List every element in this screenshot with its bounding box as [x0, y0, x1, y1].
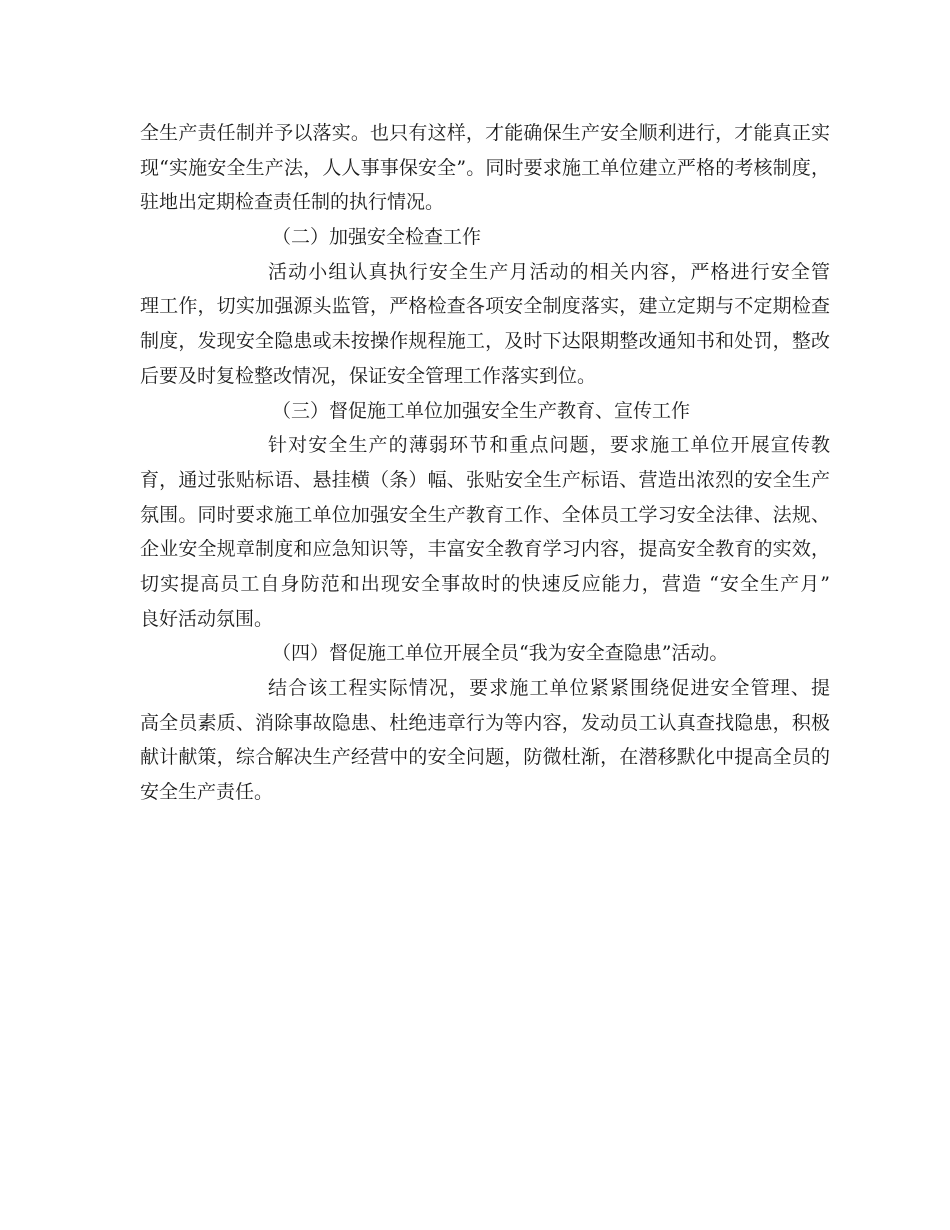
text-line: 活动小组认真执行安全生产月活动的相关内容，严格进行安全管 — [268, 260, 830, 283]
text-line: 制度，发现安全隐患或未按操作规程施工，及时下达限期整改通知书和处罚，整改 — [140, 330, 830, 353]
text-line: 针对安全生产的薄弱环节和重点问题，要求施工单位开展宣传教 — [268, 434, 830, 457]
paragraph-section-3 — [140, 428, 830, 636]
text-line: 现“实施安全生产法，人人事事保安全”。同时要求施工单位建立严格的考核制度， — [140, 156, 830, 179]
paragraph-continuation — [140, 116, 830, 220]
text-line: 安全生产责任。 — [140, 781, 274, 804]
text-line: 全生产责任制并予以落实。也只有这样，才能确保生产安全顺利进行，才能真正实 — [140, 122, 830, 144]
text-line: 献计献策，综合解决生产经营中的安全问题，防微杜渐，在潜移默化中提高全员的 — [140, 746, 830, 769]
document-body — [140, 116, 830, 810]
text-line: 氛围。同时要求施工单位加强安全生产教育工作、全体员工学习安全法律、法规、 — [140, 503, 830, 526]
text-line: 切实提高员工自身防范和出现安全事故时的快速反应能力，营造 “安全生产月” — [140, 572, 830, 595]
text-line: 企业安全规章制度和应急知识等，丰富安全教育学习内容，提高安全教育的实效， — [140, 538, 830, 561]
text-line: 结合该工程实际情况，要求施工单位紧紧围绕促进安全管理、提 — [268, 677, 830, 699]
section-heading-2: （二）加强安全检查工作 — [272, 226, 482, 249]
paragraph-section-4 — [140, 671, 830, 810]
text-line: 良好活动氛围。 — [140, 607, 274, 630]
section-heading-3: （三）督促施工单位加强安全生产教育、宣传工作 — [272, 399, 691, 422]
text-line: 育，通过张贴标语、悬挂横（条）幅、张贴安全生产标语、营造出浓烈的安全生产 — [140, 468, 830, 491]
section-heading-4: （四）督促施工单位开展全员“我为安全查隐患”活动。 — [272, 642, 729, 665]
paragraph-section-2 — [140, 255, 830, 394]
text-line: 后要及时复检整改情况，保证安全管理工作落实到位。 — [140, 364, 597, 387]
text-line: 高全员素质、消除事故隐患、杜绝违章行为等内容，发动员工认真查找隐患，积极 — [140, 711, 830, 734]
text-line: 驻地出定期检查责任制的执行情况。 — [140, 191, 445, 214]
text-line: 理工作，切实加强源头监管，严格检查各项安全制度落实，建立定期与不定期检查 — [140, 295, 830, 318]
